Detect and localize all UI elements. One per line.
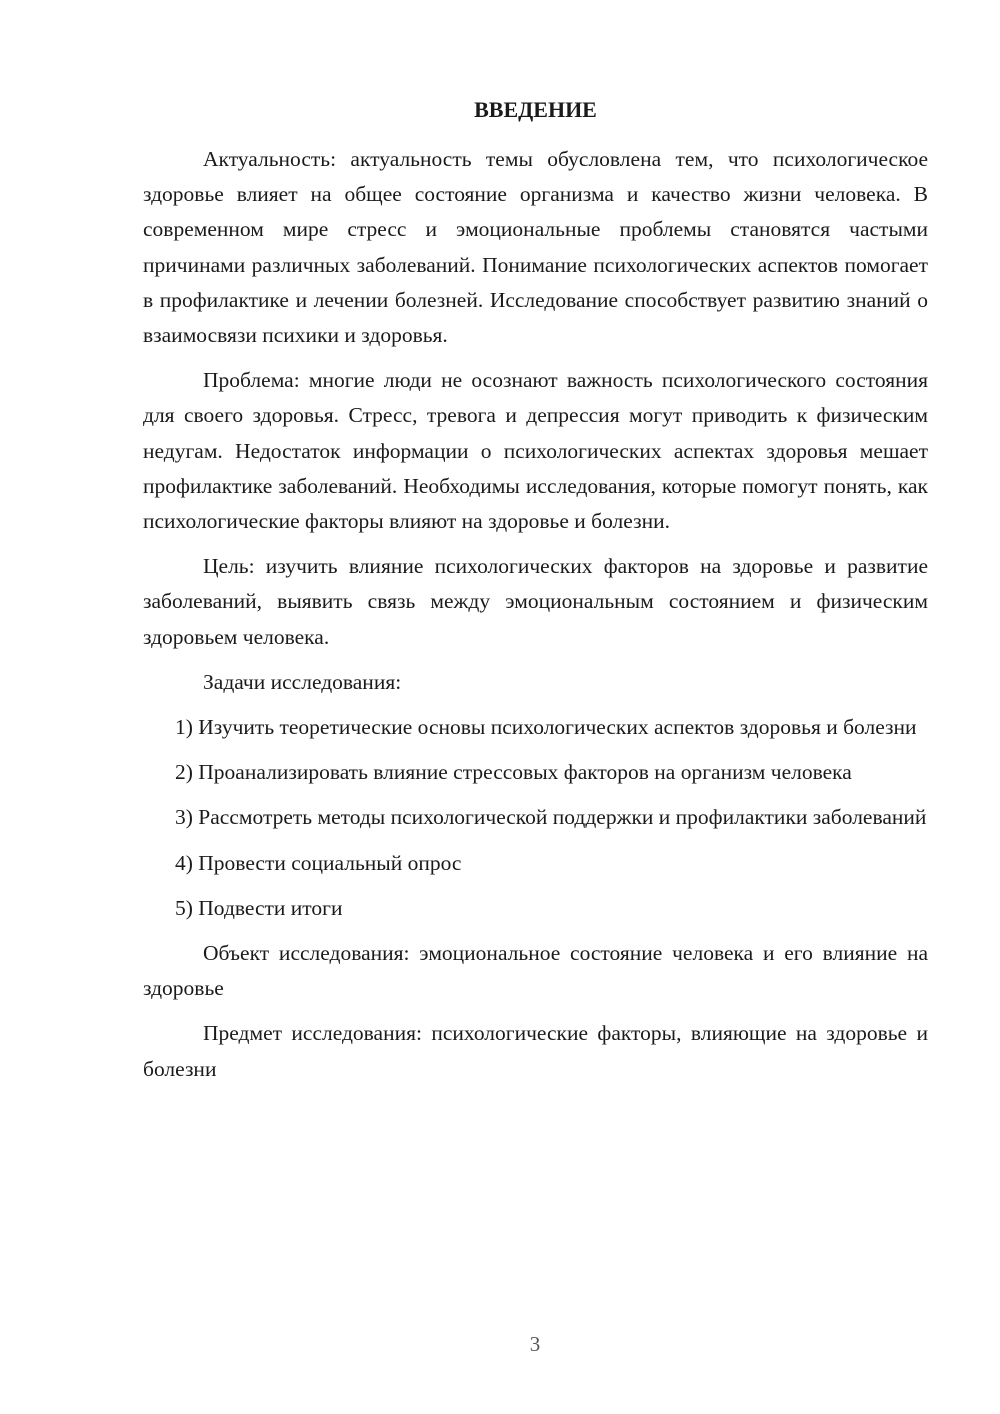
object-paragraph: Объект исследования: эмоциональное состояние человека и его влияние на здоровье (143, 941, 928, 1001)
task-item-3: 3) Рассмотреть методы психологической поддержки и профилактики заболеваний (175, 805, 927, 830)
task-item-1: 1) Изучить теоретические основы психологических аспектов здоровья и болезни (175, 715, 917, 740)
subject-paragraph: Предмет исследования: психологические факторы, влияющие на здоровье и болезни (143, 1021, 928, 1081)
page-content (143, 92, 928, 1097)
relevance-paragraph: Актуальность: актуальность темы обусловлена тем, что психологическое здоровье влияет на общее состояние организма и качество жизни человека. В современном мире стресс и эмоциональные проблемы становятся частыми причинами различных заболеваний. Понимание психологических аспектов помогает в профилактике и лечении болезней. Исследование способствует развитию знаний о взаимосвязи психики и здоровья. (143, 147, 928, 348)
goal-paragraph: Цель: изучить влияние психологических факторов на здоровье и развитие заболеваний, выявить связь между эмоциональным состоянием и физическим здоровьем человека. (143, 554, 928, 649)
task-item-2: 2) Проанализировать влияние стрессовых факторов на организм человека (175, 760, 852, 785)
task-item-5: 5) Подвести итоги (175, 895, 343, 920)
tasks-heading: Задачи исследования: (203, 669, 402, 694)
page-number: 3 (529, 1332, 541, 1356)
page-title: ВВЕДЕНИЕ (474, 97, 597, 122)
problem-paragraph: Проблема: многие люди не осознают важность психологического состояния для своего здоровья. Стресс, тревога и депрессия могут приводить к физическим недугам. Недостаток информации о психологических аспектах здоровья мешает профилактике заболеваний. Необходимы исследования, которые помогут понять, как психологические факторы влияют на здоровье и болезни. (143, 368, 928, 534)
task-item-4: 4) Провести социальный опрос (175, 850, 462, 875)
